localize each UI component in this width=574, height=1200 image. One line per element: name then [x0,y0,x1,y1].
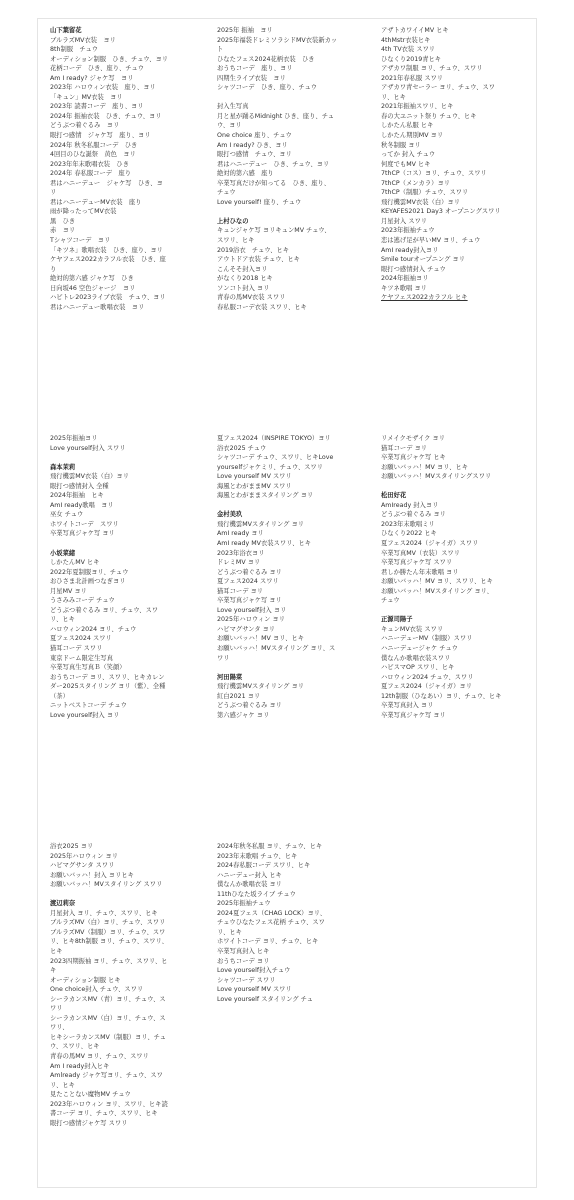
item-line: アザトカワイイMV ヒキ [381,27,449,34]
item-line: 飛行機雲MV衣装（白）ヨリ [50,473,130,481]
item-line: 月星封入 スワリ [381,217,428,225]
item-line: 何度でもMV ヒキ [381,160,431,168]
item-line: 卒業写真ジャケ写 ヒキ [381,454,446,462]
item-line: 2023年 読書コーデ 座り、ヨリ [50,103,144,111]
item-line: AmI ready歌唱 ヨリ [50,501,114,509]
item-line: 4th TV衣装 スワリ [381,46,436,54]
item-line: ケヤフェス2022カラフル衣装 ひき、座 [50,256,166,264]
item-line: ワリ [50,1005,63,1013]
item-line: Tシャツコーデ ヨリ [50,237,111,245]
item-line: 秋冬制服 ヨリ [381,141,421,149]
item-line: 2024年 振袖衣装 ひき、チュウ、ヨリ [50,112,162,120]
item-line: 2024年振袖ヨリ [381,275,429,283]
item-line: 青春の馬MV衣装 スワリ [217,294,286,302]
item-line: ハニーデュージャケ チュウ [381,645,458,653]
item-line: リメイクモザイク ヨリ [381,435,446,442]
item-line: Love yourself MV スワリ [217,473,292,481]
item-line: 2021年振袖スワリ、ヒキ [381,103,454,111]
item-line: 11thひなた坂ライブ チュウ [217,890,296,898]
item-line: One choice封入 チュウ、スワリ [50,986,144,994]
item-line: 月と星が踊るMidnight ひき、座り、チュ [217,112,335,120]
item-line: 卒業写真封入 ヒキ [217,948,270,956]
item-line: ハニーデュー封入 ヒキ [217,871,282,879]
item-line: 2023年末歌唱 チュウ、ヒキ [217,852,298,860]
item-line: 日向坂46 空色ジャージ ヨリ [50,284,136,292]
item-line: 2025年 振袖 ヨリ [217,27,273,34]
item-line: 卒業写真生写真Ｂ（笑顔） [50,664,126,672]
item-line: 猫耳コーデ ヨリ [217,587,264,595]
item-line: お願いバッハ！MVスタイリング スワリ [50,881,163,889]
item-line: 花柄コーデ ひき、座り、チュウ [50,65,145,73]
item-line: 君はハニーデュー歌唱衣装 ヨリ [50,303,145,311]
item-line: シャツコーデ スワリ [217,976,276,984]
item-line: 2023年末歌唱ミリ [381,520,435,528]
item-line: ハニーデューMV（制服）スワリ [381,635,473,643]
member-name: 小坂菜緒 [50,549,76,557]
column-1 [50,26,210,312]
item-line: しかたん私服 ヒキ [381,122,434,130]
item-line: 海風とわがままMV スワリ [217,482,292,490]
item-line: ホワイトコーデ ヨリ、チュウ、ヒキ [217,938,319,946]
item-line: ウ、スワリ、ヒキ [50,1043,100,1051]
item-line: キュンMV衣装 スワリ [381,625,444,633]
item-line: ヒキ [50,948,63,956]
item-line: 7thCP（コス）ヨリ、チュウ、スワリ [381,170,487,178]
item-line: どうぶつ着ぐるみ ヨリ [217,702,282,710]
item-line: 8th制服 チュウ [50,46,99,54]
spacer [217,93,377,103]
item-line: AmI ready ヨリ [217,530,264,538]
item-line: Am I ready封入ヒキ [50,1062,110,1070]
member-name: 金村美玖 [217,511,243,519]
item-line: 2024年 春私服コーデ 座り [50,170,131,178]
item-line: 2023年年末歌唱衣装 ひき [50,160,129,168]
column-2 [217,26,377,312]
item-line: お願いバッハ！MV ヨリ、スワリ、ヒキ [381,578,493,586]
item-line: Am I ready? ジャケ写 ヨリ [50,74,134,82]
item-line: 4回目のひな誕祭 黄色 ヨリ [50,151,136,159]
item-line: ヒキシーラカンスMV（制服）ヨリ、チュ [50,1033,167,1041]
item-line: 2024年振袖 ヒキ [50,492,104,500]
item-line: ワリ [217,654,230,662]
member-name: 山下葉留花 [50,27,82,34]
item-line: アザカワ制服 ヨリ、チュウ、スワリ [381,65,483,73]
item-line: 眼打つ感情封入 全種 [50,482,109,490]
item-line: 飛行機雲MV衣装（白）ヨリ [381,198,461,206]
item-line: アウトドア衣装 チュウ、ヒキ [217,256,300,264]
item-line: 海風とわがままスタイリング ヨリ [217,492,314,500]
member-name: 河田陽菜 [217,673,243,681]
member-name: 上村ひなの [217,217,249,225]
item-line: 見たことない魔物MV チュウ [50,1091,131,1099]
item-line: アザカワ青セーラー ヨリ、チュウ、スワ [381,84,495,92]
item-line: Love yourself! 座り、チュウ [217,198,302,206]
item-line: 青春の馬MV ヨリ、チュウ、スワリ [50,1053,149,1061]
spacer [217,207,377,217]
item-line: 絶対的第六感 ジャケ写 ひき [50,275,134,283]
item-line: リ、ヒキ8th制服 ヨリ、チュウ、スワリ、 [50,938,168,946]
item-line: AmIready 封入ヨリ [381,501,439,509]
item-line: リ [50,189,57,197]
item-line: Love yourself封入 ヨリ [217,606,287,614]
item-line: り [50,265,57,273]
item-line: 卒業写真MV（衣装）スワリ [381,549,461,557]
item-line: AmI ready MV衣装スワリ、ヒキ [217,540,312,548]
item-line: おうちコーデ ヨリ [217,957,270,965]
item-line: Am I ready? ひき、ヨリ [217,141,288,149]
item-line: 2023年振袖チュウ [381,227,435,235]
item-line: 猫耳コーデ スワリ [50,645,103,653]
item-line: 7thCP（メンカラ）ヨリ [381,179,451,187]
item-line: 「キツネ」歌唱衣装 ひき、座り、ヨリ [50,246,163,254]
item-line: 2022年夏制服ヨリ、チュウ [50,568,129,576]
item-line: 2023年ハロウィン ヨリ、スワリ、ヒキ読 [50,1100,168,1108]
item-line: 飛行機雲MVスタイリング ヨリ [217,520,305,528]
item-line: 飛行機雲MVスタイリング ヨリ [217,683,305,691]
item-line: ひなくり2019青ヒキ [381,55,442,63]
column-7 [50,842,210,1128]
item-line: リ、ヒキ [217,928,242,936]
item-line: 僕なんか歌唱衣装スワリ [381,654,451,662]
item-line: ハピスマOP スワリ、ヒキ [381,664,455,672]
item-line: Love yourself MV スワリ [217,986,292,994]
spacer [217,501,377,511]
item-line: シーラカンスMV（白）ヨリ、チュウ、ス [50,1014,166,1022]
item-line: 雨が降ったってMV衣装 [50,208,117,216]
item-line: 第六感ジャケ ヨリ [217,711,270,719]
item-line: 眼打つ感情 チュウ、ヨリ [217,151,292,159]
item-line: リ、ヒキ [381,93,406,101]
item-line: シャツコーデ ひき、座り、チュウ [217,84,318,92]
item-line: しかたんMV ヒキ [50,559,100,567]
member-name: 正源司陽子 [381,616,413,624]
item-line: Love yourself封入 ヨリ [50,711,120,719]
item-line: 夏フェス2024（ジャイガ）ヨリ [381,683,473,691]
item-line: リ、ヒキ [50,616,75,624]
item-line: 2023年浴衣ヨリ [217,549,265,557]
item-line: 2025年ハロウィン ヨリ [217,616,286,624]
item-line: Love yourself スタイリング チュ [217,995,314,1003]
item-line: 眼打つ感情 ジャケ写 座り、ヨリ [50,132,151,140]
item-line: 春私服コーデ衣装 スワリ、ヒキ [217,303,307,311]
item-line: 夏フェス2024 スワリ [217,578,279,586]
member-name: 森本茉莉 [50,463,76,471]
member-name: 松田好花 [381,492,407,500]
item-line: キツネ歌唱 ヨリ [381,284,427,292]
item-line: 猫耳コーデ ヨリ [381,444,428,452]
item-line: 書コーデ ヨリ、チュウ、スワリ、ヒキ [50,1110,158,1118]
item-line: 卒業写真封入 ヨリ [381,702,434,710]
item-line: AmI ready封入ヨリ [381,246,439,254]
item-line: ハロウィン2024 ヨリ、チュウ [50,625,137,633]
item-line: 君しか勝たん年末歌唱 ヨリ [381,568,459,576]
item-line: がなくり2018 ヒキ [217,275,273,283]
item-line: ハピトレ2023ライブ衣装 チュウ、ヨリ [50,294,166,302]
item-line: 浴衣2025 チュウ [217,444,267,452]
item-line: オーディション制服 ひき、チュウ、ヨリ [50,55,169,63]
item-line: ダー2025スタイリング ヨリ（紫）、全種 [50,683,166,691]
spacer [50,539,210,549]
item-line: ニットベストコーデ チュウ [50,702,127,710]
item-line: 2023年 ハロウィン衣装 座り、ヨリ [50,84,156,92]
item-line: 夏フェス2024（INSPIRE TOKYO）ヨリ [217,435,331,442]
item-line: 君はハニーデュー ひき、チュウ、ヨリ [217,160,330,168]
item-line: 春の大ユニット祭り チュウ、ヒキ [381,112,477,120]
item-line: 2025年ハロウィン ヨリ [50,852,119,860]
item-line: 月星封入 ヨリ、チュウ、スワリ、ヒキ [50,909,158,917]
item-line: オーディション制服 ヒキ [50,976,121,984]
item-line: yourselfジャケミリ、チュウ、スワリ [217,463,324,471]
item-line: KEYAFES2021 Day3 オープニングスワリ [381,208,501,216]
item-line: ケヤフェス2022カラフル ヒキ [381,294,468,302]
item-line: 2025年振袖チュウ [217,900,271,908]
item-line: 2021年春私服 スワリ [381,74,444,82]
item-line: ハロウィン2024 チュウ、スワリ [381,673,474,681]
item-line: 絶対的第六感 座り [217,170,274,178]
item-line: 君はハニーデューMV衣装 座り [50,198,142,206]
column-5 [217,434,377,720]
item-line: 卒業写真ジャケ写 ヨリ [381,711,446,719]
item-line: おうちコーデ 座り、ヨリ [217,65,293,73]
item-line: チュウ [381,597,400,605]
item-line: 2025年福袋ドレミソラシドMV衣装新カッ [217,36,338,44]
item-line: お願いバッハ！MVスタイリングスワリ [381,473,492,481]
item-line: 2025年振袖ヨリ [50,435,98,442]
item-line: 12th制服（ひなあい）ヨリ、チュウ、ヒキ [381,692,502,700]
item-line: チュウひなたフェス花柄 チュウ、スワ [217,919,325,927]
item-line: 卒業写真ジャケ写 スワリ [381,559,453,567]
item-line: 封入生写真 [217,103,249,111]
item-line: お願いバッハ！MVスタイリング ヨリ、ス [217,645,336,653]
item-line: 赤 ヨリ [50,227,76,235]
item-line: Love yourself封入 スワリ [50,444,126,452]
item-line: ブルラズMV（白）ヨリ、チュウ、スワリ [50,919,166,927]
item-line: 卒業写真ジャケ写 ヨリ [217,597,282,605]
spacer [50,453,210,463]
item-line: （茶） [50,692,69,700]
item-line: お願いバッハ！MV ヨリ、ヒキ [381,463,468,471]
item-line: 月星MV ヨリ [50,587,87,595]
item-line: こんそそ封入ヨリ [217,265,268,273]
item-line: おうちコーデ ヨリ、スワリ、ヒキカレン [50,673,165,681]
item-line: ハピマグサンタ ヨリ [217,625,276,633]
item-line: 2024春私服コーデ スワリ、ヒキ [217,862,311,870]
item-line: キ [50,967,57,975]
item-line: ウ、ヨリ [217,122,242,130]
item-line: リ、ヒキ [50,1081,75,1089]
item-line: 君はハニーデュー ジャケ写 ひき、ヨ [50,179,163,187]
item-line: 四期生ライブ衣装 ヨリ [217,74,286,82]
item-line: キュンジャケ写 ヨリキュンMV チュウ、 [217,227,331,235]
item-line: チュウ [217,189,236,197]
item-line: ワリ、 [50,1024,69,1032]
item-line: お願いバッハ！封入 ヨリヒキ [50,871,134,879]
item-line: Amlready ジャケ写ヨリ、チュウ、スワ [50,1072,163,1080]
item-line: 僕なんか歌唱衣装 ヨリ [217,881,282,889]
item-line: 「キュン」MV衣装 ヨリ [50,93,123,101]
item-line: 眼打つ感情封入 チュウ [381,265,446,273]
item-line: 2024年秋冬私服 ヨリ、チュウ、ヒキ [217,843,323,850]
item-line: 東京ドーム限定生写真 [50,654,113,662]
item-line: うさみみコーデ チュウ [50,597,115,605]
column-4 [50,434,210,720]
item-line: ってか 封入 チュウ [381,151,436,159]
item-line: シャツコーデ チュウ、スワリ、ヒキLove [217,454,334,462]
item-line: 夏フェス2024 スワリ [50,635,112,643]
member-name: 渡辺莉奈 [50,900,76,908]
item-line: Smile tourオープニング ヨリ [381,256,466,264]
item-line: ハピマグサンタ スワリ [50,862,115,870]
spacer [217,663,377,673]
item-line: どうぶつ着ぐるみ ヨリ [217,568,282,576]
item-line: ひなたフェス2024花柄衣装 ひき [217,55,315,63]
item-line: どうぶつ着ぐるみ ヨリ、チュウ、スワ [50,606,159,614]
item-line: One choice 座り、チュウ [217,132,292,140]
column-3 [381,26,541,303]
item-line: 卒業写真だけが知ってる ひき、座り、 [217,179,331,187]
item-line: ホワイトコーデ スワリ [50,520,119,528]
column-6 [381,434,541,720]
spacer [381,606,541,616]
item-line: 2024夏フェス（CHAG LOCK）ヨリ、 [217,909,327,917]
item-line: ソンコト封入 ヨリ [217,284,270,292]
item-line: 紅白2021 ヨリ [217,692,261,700]
item-line: どうぶつ着ぐるみ ヨリ [381,511,446,519]
item-line: 2024年 秋冬私服コーデ ひき [50,141,138,149]
item-line: ひなくり2022 ヒキ [381,530,437,538]
item-line: 7thCP（制服）チュウ、スワリ [381,189,469,197]
item-line: ドレミMV ヨリ [217,559,261,567]
item-line: 浴衣2025 ヨリ [50,843,94,850]
item-line: お願いバッハ！MVスタイリング ヨリ、 [381,587,493,595]
item-line: 2023四期振袖 ヨリ、チュウ、スワリ、ヒ [50,957,168,965]
item-line: ブルラズMV衣装 ヨリ [50,36,116,44]
column-8 [217,842,377,1004]
item-line: スワリ、ヒキ [217,237,255,245]
item-line: 恋は逃げ足が早いMV ヨリ、チュウ [381,237,481,245]
item-line: 黒 ひき [50,217,76,225]
spacer [50,890,210,900]
item-line: 2019浴衣 チュウ、ヒキ [217,246,290,254]
item-line: 4thMstr衣装ヒキ [381,36,431,44]
item-line: 巫女 チュウ [50,511,84,519]
spacer [381,482,541,492]
item-line: しかたん期別MV ヨリ [381,132,444,140]
item-line: 夏フェス2024（ジャイガ）スワリ [381,540,479,548]
item-line: ト [217,46,224,54]
item-line: お願いバッハ！MV ヨリ、ヒキ [217,635,304,643]
item-line: シーラカンスMV（青）ヨリ、チュウ、ス [50,995,166,1003]
item-line: おひさま北計画つなぎヨリ [50,578,126,586]
item-line: 眼打つ感情ジャケ写 スワリ [50,1119,128,1127]
item-line: Love yourself封入チュウ [217,967,291,975]
item-line: ブルラズMV（制服）ヨリ、チュウ、スワ [50,928,166,936]
item-line: どうぶつ着ぐるみ ヨリ [50,122,120,130]
item-line: 卒業写真ジャケ写 ヨリ [50,530,115,538]
